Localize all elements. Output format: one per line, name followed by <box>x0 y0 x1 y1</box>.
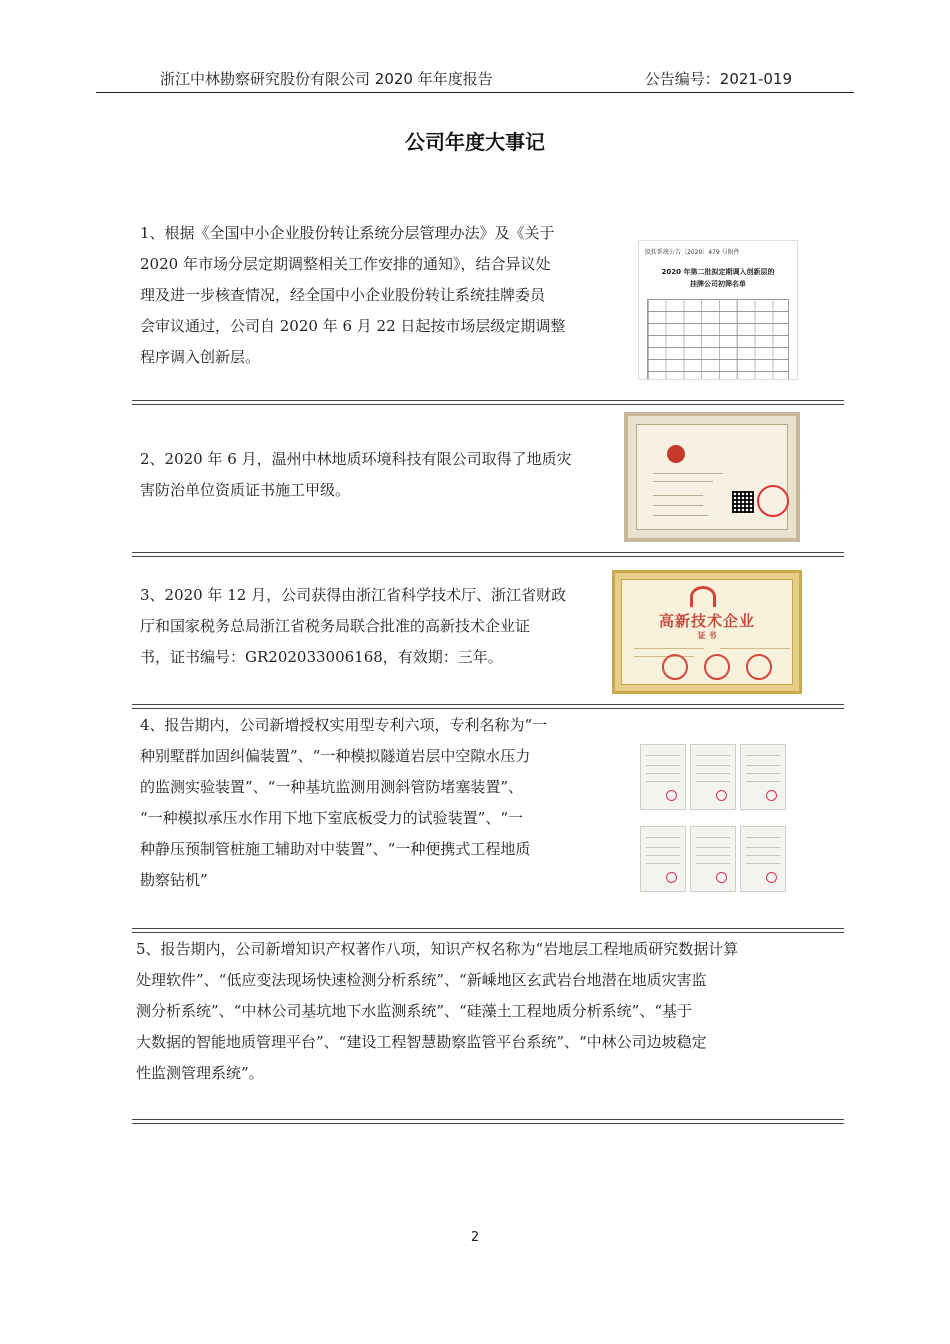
event-3-line: 3、2020 年 12 月，公司获得由浙江省科学技术厅、浙江省财政 <box>140 586 567 604</box>
event-2-line: 2、2020 年 6 月，温州中林地质环境科技有限公司取得了地质灾 <box>140 450 572 468</box>
patent-certificate-image <box>640 826 686 892</box>
report-title: 浙江中林勘察研究股份有限公司 2020 年年度报告 <box>160 70 493 88</box>
announcement-number: 公告编号：2021-019 <box>644 70 792 88</box>
event-4-line: 的监测实验装置”、“一种基坑监测用测斜管防堵塞装置”、 <box>140 778 524 796</box>
patent-certificate-image <box>690 826 736 892</box>
event-4-line: 种别墅群加固纠偏装置”、“一种模拟隧道岩层中空隙水压力 <box>140 747 531 765</box>
event-5-line: 测分析系统”、“中林公司基坑地下水监测系统”、“硅藻土工程地质分析系统”、“基于 <box>136 1002 693 1020</box>
patent-certificate-image <box>740 826 786 892</box>
seal-icon <box>746 654 772 680</box>
patent-certificate-image <box>740 744 786 810</box>
event-4-line: 4、报告期内，公司新增授权实用型专利六项，专利名称为“一 <box>140 716 548 734</box>
notice-title-line2: 挂牌公司初筛名单 <box>690 280 746 288</box>
event-1-line: 理及进一步核查情况，经全国中小企业股份转让系统挂牌委员 <box>140 286 546 304</box>
event-2-line: 害防治单位资质证书施工甲级。 <box>140 481 351 499</box>
patent-certificate-image <box>640 744 686 810</box>
event-4-line: 勘察钻机” <box>140 871 208 889</box>
section-divider <box>132 928 844 933</box>
event-1-line: 2020 年市场分层定期调整相关工作安排的通知》，结合异议处 <box>140 255 551 273</box>
stamp-icon <box>716 790 727 801</box>
event-5-line: 大数据的智能地质管理平台”、“建设工程智慧勘察监管平台系统”、“中林公司边坡稳定 <box>136 1033 707 1051</box>
stamp-icon <box>716 872 727 883</box>
notice-title-line1: 2020 年第二批拟定期调入创新层的 <box>661 268 775 276</box>
hitech-certificate-image <box>612 570 802 694</box>
stamp-icon <box>666 790 677 801</box>
event-1-line: 会审议通过，公司自 2020 年 6 月 22 日起按市场层级定期调整 <box>140 317 566 335</box>
seal-icon <box>662 654 688 680</box>
patent-certificate-image <box>690 744 736 810</box>
page-number: 2 <box>470 1230 480 1245</box>
event-text-2 <box>140 444 610 506</box>
notice-header: 股转系统公告〔2020〕479 号附件 <box>645 249 740 256</box>
stamp-icon <box>666 872 677 883</box>
hitech-logo-icon <box>690 586 716 607</box>
section-divider <box>132 1119 844 1124</box>
hitech-certificate-title: 高新技术企业 <box>658 612 755 630</box>
event-item-4 <box>132 710 844 930</box>
national-emblem-icon <box>667 445 685 463</box>
stamp-icon <box>766 872 777 883</box>
event-3-line: 书，证书编号：GR202033006168，有效期：三年。 <box>140 648 503 666</box>
event-5-line: 性监测管理系统”。 <box>136 1064 264 1082</box>
event-text-5 <box>136 934 836 1089</box>
event-item-5 <box>132 934 844 1114</box>
page-header <box>96 68 854 93</box>
seal-icon <box>704 654 730 680</box>
section-divider <box>132 552 844 557</box>
qualification-certificate-image <box>624 412 800 542</box>
event-text-1 <box>140 218 610 373</box>
stamp-icon <box>766 790 777 801</box>
qr-code-icon <box>732 491 754 513</box>
notice-document-image <box>638 240 798 380</box>
event-4-line: “一种模拟承压水作用下地下室底板受力的试验装置”、“一 <box>140 809 524 827</box>
section-divider <box>132 400 844 405</box>
event-1-line: 1、根据《全国中小企业股份转让系统分层管理办法》及《关于 <box>140 224 555 242</box>
notice-table-image <box>647 299 789 380</box>
hitech-certificate-subtitle: 证 书 <box>697 631 717 640</box>
section-divider <box>132 704 844 709</box>
event-3-line: 厅和国家税务总局浙江省税务局联合批准的高新技术企业证 <box>140 617 531 635</box>
page-title: 公司年度大事记 <box>405 130 545 154</box>
event-text-4 <box>140 710 610 896</box>
event-5-line: 处理软件”、“低应变法现场快速检测分析系统”、“新嵊地区玄武岩台地潜在地质灾害监 <box>136 971 707 989</box>
seal-icon <box>757 485 789 517</box>
event-5-line: 5、报告期内，公司新增知识产权著作八项，知识产权名称为“岩地层工程地质研究数据计算 <box>136 940 739 958</box>
event-1-line: 程序调入创新层。 <box>140 348 261 366</box>
event-4-line: 种静压预制管桩施工辅助对中装置”、“一种便携式工程地质 <box>140 840 531 858</box>
event-text-3 <box>140 580 610 673</box>
